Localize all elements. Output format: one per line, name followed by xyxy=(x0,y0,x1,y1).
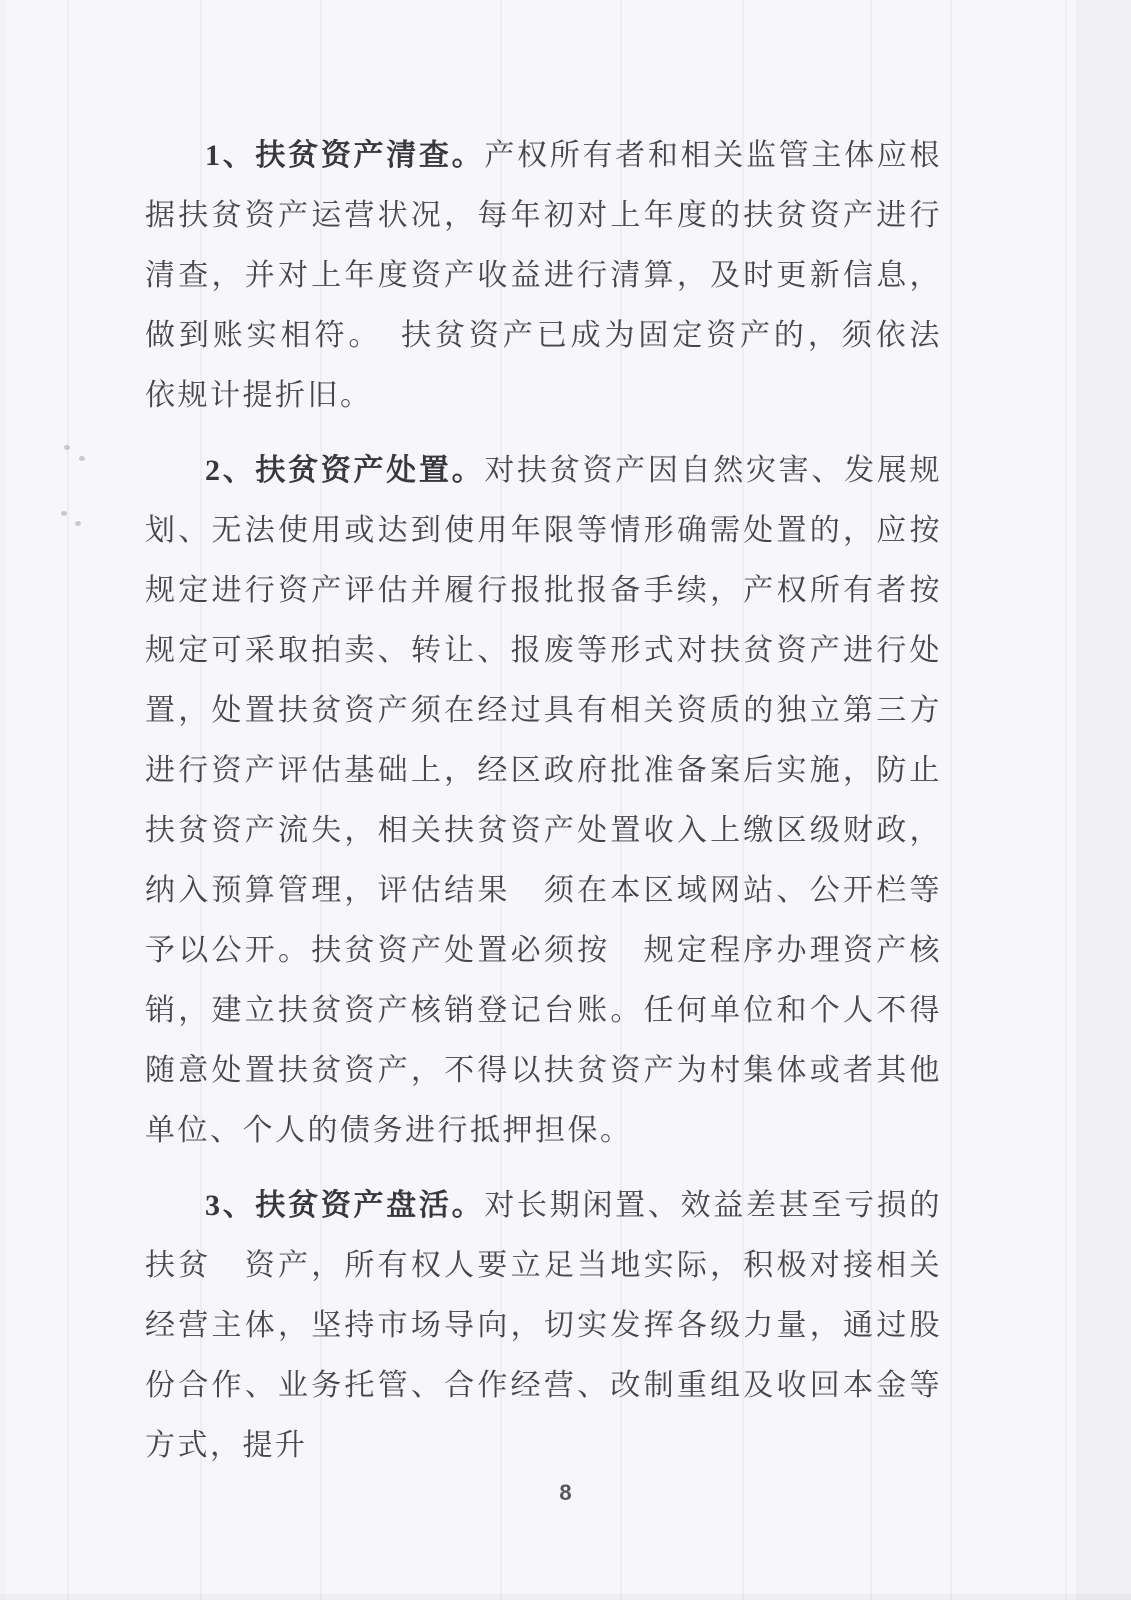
paragraph-asset-check-body: 产权所有者和相关监管主体应根据扶贫资产运营状况，每年初对上年度的扶贫资产进行清查，并对上年度资产收益进行清算，及时更新信息，做到账实相符。 扶贫资产已成为固定资产的，须依法依规计提折旧。 xyxy=(145,139,943,412)
paragraph-asset-revitalize-body: 对长期闲置、效益差甚至亏损的扶贫 资产，所有权人要立足当地实际，积极对接相关经营主体，坚持市场导向，切实发挥各级力量，通过股份合作、业务托管、合作经营、改制重组及收回本金等方式，提升 xyxy=(145,1189,943,1462)
paragraph-asset-disposal xyxy=(145,441,942,1161)
scan-speck-artifact xyxy=(64,445,70,450)
paragraph-asset-check-heading: 1、扶贫资产清查。 xyxy=(205,139,485,172)
paragraph-asset-disposal-body: 对扶贫资产因自然灾害、发展规划、无法使用或达到使用年限等情形确需处置的，应按规定进行资产评估并履行报批报备手续，产权所有者按规定可采取拍卖、转让、报废等形式对扶贫资产进行处置，处置扶贫资产须在经过具有相关资质的独立第三方进行资产评估基础上，经区政府批准备案后实施，防止扶贫资产流失，相关扶贫资产处置收入上缴区级财政，纳入预算管理，评估结果 须在本区域网站、公开栏等予以公开。扶贫资产处置必须按 规定程序办理资产核销，建立扶贫资产核销登记台账。任何单位和个人不得随意处置扶贫资产，不得以扶贫资产为村集体或者其他单位、个人的债务进行抵押担保。 xyxy=(145,454,943,1147)
scan-line-artifact xyxy=(950,0,952,1600)
paragraph-asset-check xyxy=(145,126,942,426)
scan-speck-artifact xyxy=(79,456,85,461)
paragraph-asset-revitalize-heading: 3、扶贫资产盘活。 xyxy=(205,1189,485,1222)
paragraph-asset-revitalize xyxy=(145,1176,942,1476)
paragraph-asset-disposal-heading: 2、扶贫资产处置。 xyxy=(205,454,485,487)
scan-speck-artifact xyxy=(75,521,81,526)
scan-line-artifact xyxy=(67,0,69,1600)
scan-line-artifact xyxy=(1065,0,1067,1600)
page-number: 8 xyxy=(559,1480,572,1505)
scan-speck-artifact xyxy=(61,511,67,516)
document-body xyxy=(145,126,942,1476)
